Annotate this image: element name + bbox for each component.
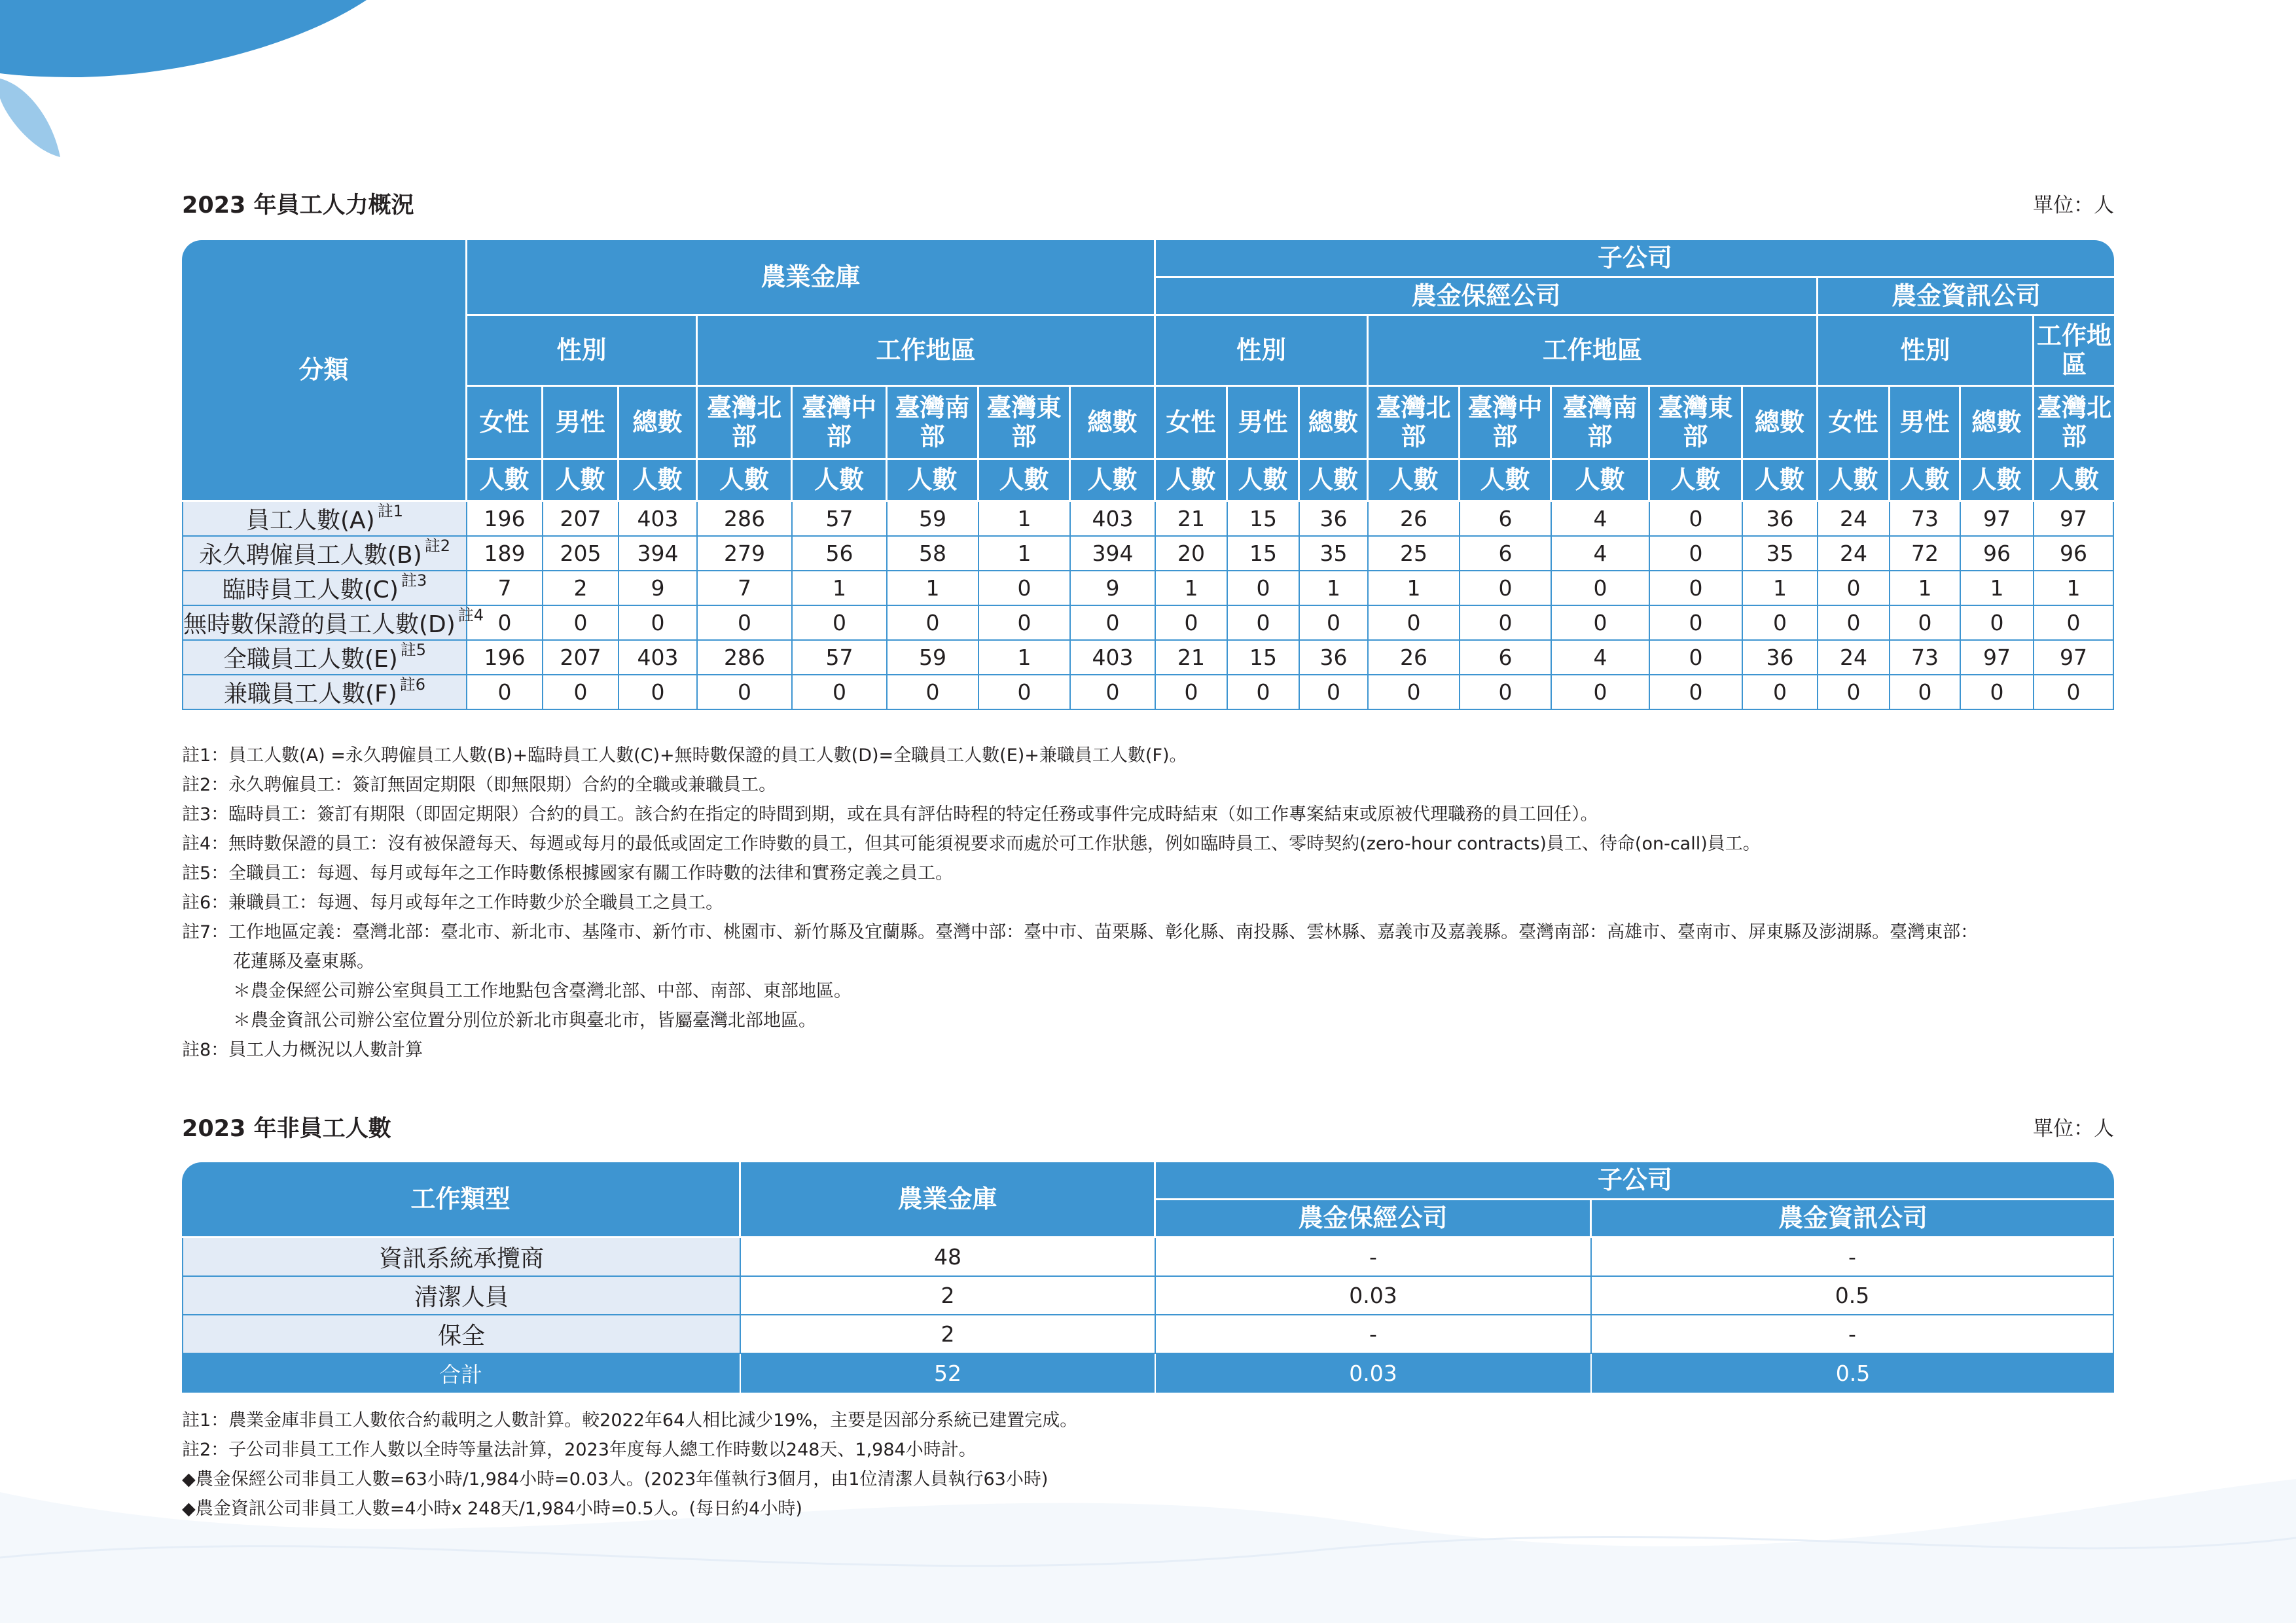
table-cell: 1 xyxy=(979,502,1071,537)
table-cell: 0 xyxy=(1300,606,1369,641)
table-cell: 0 xyxy=(1228,571,1300,606)
table-cell: 6 xyxy=(1460,502,1552,537)
table-cell: 0 xyxy=(1890,606,1961,641)
subsidiary-header-2: 子公司 xyxy=(1156,1162,2114,1200)
table-cell: 0 xyxy=(1650,641,1743,675)
table2-title: 2023 年非員工人數 xyxy=(182,1116,391,1142)
table1-title: 2023 年員工人力概況 xyxy=(182,192,414,219)
table-cell: 35 xyxy=(1743,537,1818,571)
category-header: 分類 xyxy=(182,240,467,502)
work-type-header: 工作類型 xyxy=(182,1162,741,1238)
footnote: ◆農金保經公司非員工人數=63小時/1,984小時=0.03人。(2023年僅執行3個月，由1位清潔人員執行63小時) xyxy=(182,1469,1049,1489)
table-cell: 0 xyxy=(1650,571,1743,606)
table-cell: 0 xyxy=(1650,537,1743,571)
people-unit-header: 人數 xyxy=(1743,460,1818,502)
subheader-south: 臺灣南部 xyxy=(888,387,979,460)
subheader-central: 臺灣中部 xyxy=(1460,387,1552,460)
table-cell: 15 xyxy=(1228,502,1300,537)
table-row xyxy=(182,1277,2114,1315)
table-row xyxy=(182,606,2114,641)
table-cell: 0 xyxy=(1743,675,1818,710)
table-cell: 0 xyxy=(543,606,619,641)
table-cell: 36 xyxy=(1300,502,1369,537)
table-cell: 0 xyxy=(467,606,543,641)
table-cell: 72 xyxy=(1890,537,1961,571)
table-cell: 403 xyxy=(1071,641,1156,675)
table-cell: 0 xyxy=(1552,571,1650,606)
row-label-text: 兼職員工人數(F) xyxy=(223,681,397,707)
table-cell: 20 xyxy=(1156,537,1228,571)
footnote-marker: 註4 xyxy=(457,606,484,624)
table-cell: 35 xyxy=(1300,537,1369,571)
people-unit-header: 人數 xyxy=(1228,460,1300,502)
people-unit-header: 人數 xyxy=(1460,460,1552,502)
table-cell: 25 xyxy=(1369,537,1460,571)
table2-notes xyxy=(182,1406,2119,1524)
people-unit-header: 人數 xyxy=(1071,460,1156,502)
table-row xyxy=(182,537,2114,571)
table-cell: 1 xyxy=(1300,571,1369,606)
table-cell: 1 xyxy=(1156,571,1228,606)
table-cell: 196 xyxy=(467,641,543,675)
table-cell: 9 xyxy=(1071,571,1156,606)
table-cell: 6 xyxy=(1460,537,1552,571)
bank-header: 農業金庫 xyxy=(467,240,1156,316)
table-cell: 0 xyxy=(1228,606,1300,641)
row-label xyxy=(182,537,467,571)
subheader-female: 女性 xyxy=(1818,387,1890,460)
people-unit-header: 人數 xyxy=(1552,460,1650,502)
table-cell: 0 xyxy=(1552,675,1650,710)
table-cell: 15 xyxy=(1228,537,1300,571)
table-cell: - xyxy=(1156,1315,1592,1354)
table-cell: 21 xyxy=(1156,502,1228,537)
subheader-central: 臺灣中部 xyxy=(793,387,888,460)
table-cell: 0 xyxy=(2034,675,2114,710)
subsidiary-header: 子公司 xyxy=(1156,240,2114,278)
people-unit-header: 人數 xyxy=(1369,460,1460,502)
footnote: 註6：兼職員工：每週、每月或每年之工作時數少於全職員工之員工。 xyxy=(182,893,724,913)
table-cell: 15 xyxy=(1228,641,1300,675)
table-cell: 207 xyxy=(543,502,619,537)
subheader-east: 臺灣東部 xyxy=(979,387,1071,460)
table-cell: 1 xyxy=(1743,571,1818,606)
table-cell: 36 xyxy=(1743,641,1818,675)
table-cell: 0 xyxy=(1071,606,1156,641)
table-cell: 0 xyxy=(2034,606,2114,641)
footnote: 註1：員工人數(A) =永久聘僱員工人數(B)+臨時員工人數(C)+無時數保證的員工人數(D)=全職員工人數(E)+兼職員工人數(F)。 xyxy=(182,745,1187,766)
subheader-female: 女性 xyxy=(467,387,543,460)
table-cell: 2 xyxy=(741,1277,1156,1315)
table-cell: 0.5 xyxy=(1592,1277,2114,1315)
table-cell: 1 xyxy=(2034,571,2114,606)
table-cell: 73 xyxy=(1890,641,1961,675)
table-cell: 403 xyxy=(619,502,698,537)
people-unit-header: 人數 xyxy=(979,460,1071,502)
row-label-text: 臨時員工人數(C) xyxy=(222,577,399,603)
total-cell: 0.03 xyxy=(1156,1354,1592,1393)
table-cell: 97 xyxy=(2034,641,2114,675)
it-region-header: 工作地區 xyxy=(2034,316,2114,387)
table-cell: 0 xyxy=(1369,675,1460,710)
total-row xyxy=(182,1354,2114,1393)
people-unit-header: 人數 xyxy=(698,460,793,502)
table-cell: 0 xyxy=(793,675,888,710)
row-label-text: 永久聘僱員工人數(B) xyxy=(198,542,422,569)
bank-header-2: 農業金庫 xyxy=(741,1162,1156,1238)
table-cell: 21 xyxy=(1156,641,1228,675)
table-cell: 26 xyxy=(1369,502,1460,537)
subheader-north: 臺灣北部 xyxy=(698,387,793,460)
table-cell: 48 xyxy=(741,1238,1156,1277)
table-cell: 0 xyxy=(467,675,543,710)
table-row xyxy=(182,571,2114,606)
table-cell: 36 xyxy=(1743,502,1818,537)
table-cell: 57 xyxy=(793,641,888,675)
table-cell: 0 xyxy=(543,675,619,710)
table-cell: 0 xyxy=(1460,571,1552,606)
table-cell: 0 xyxy=(1071,675,1156,710)
table-cell: 96 xyxy=(1961,537,2034,571)
table-cell: 0 xyxy=(1228,675,1300,710)
subheader-north: 臺灣北部 xyxy=(1369,387,1460,460)
people-unit-header: 人數 xyxy=(619,460,698,502)
table-cell: 0 xyxy=(1743,606,1818,641)
subheader-female: 女性 xyxy=(1156,387,1228,460)
table-cell: 24 xyxy=(1818,502,1890,537)
footnote-marker: 註6 xyxy=(399,675,426,694)
table-cell: 96 xyxy=(2034,537,2114,571)
table-cell: 0 xyxy=(698,606,793,641)
table-cell: 0 xyxy=(698,675,793,710)
footnote: 註1：農業金庫非員工人數依合約載明之人數計算。較2022年64人相比減少19%，主要是因部分系統已建置完成。 xyxy=(182,1410,1078,1431)
table-cell: 36 xyxy=(1300,641,1369,675)
table-cell: 97 xyxy=(1961,502,2034,537)
table-cell: 2 xyxy=(741,1315,1156,1354)
table-cell: 279 xyxy=(698,537,793,571)
table-cell: 1 xyxy=(1369,571,1460,606)
subheader-total: 總數 xyxy=(1300,387,1369,460)
people-unit-header: 人數 xyxy=(1300,460,1369,502)
row-label xyxy=(182,641,467,675)
insurance-company-header-2: 農金保經公司 xyxy=(1156,1200,1592,1238)
table-cell: 9 xyxy=(619,571,698,606)
footnote: ◆農金資訊公司非員工人數=4小時x 248天/1,984小時=0.5人。(每日約4小時) xyxy=(182,1499,802,1519)
footnote: ＊農金保經公司辦公室與員工工作地點包含臺灣北部、中部、南部、東部地區。 xyxy=(233,981,852,1001)
footnote-marker: 註2 xyxy=(424,537,451,555)
total-label: 合計 xyxy=(182,1354,741,1393)
people-unit-header: 人數 xyxy=(1156,460,1228,502)
table-cell: 189 xyxy=(467,537,543,571)
table-cell: 73 xyxy=(1890,502,1961,537)
people-unit-header: 人數 xyxy=(2034,460,2114,502)
people-unit-header: 人數 xyxy=(1890,460,1961,502)
table-cell: 0 xyxy=(1961,606,2034,641)
table-cell: 0 xyxy=(1156,675,1228,710)
row-label xyxy=(182,675,467,710)
it-gender-header: 性別 xyxy=(1818,316,2034,387)
table1-unit-label: 單位：人 xyxy=(2033,194,2114,217)
footnote: 註3：臨時員工：簽訂有期限（即固定期限）合約的員工。該合約在指定的時間到期，或在具有評估時程的特定任務或事件完成時結束（如工作專案結束或原被代理職務的員工回任）。 xyxy=(182,804,1598,825)
row-label: 保全 xyxy=(182,1315,741,1354)
table-cell: 2 xyxy=(543,571,619,606)
table-cell: 286 xyxy=(698,641,793,675)
table-cell: 0 xyxy=(979,675,1071,710)
table-cell: 1 xyxy=(888,571,979,606)
table-cell: 0 xyxy=(1818,571,1890,606)
table-cell: 196 xyxy=(467,502,543,537)
row-label: 清潔人員 xyxy=(182,1277,741,1315)
table-cell: 57 xyxy=(793,502,888,537)
footnote: 註5：全職員工：每週、每月或每年之工作時數係根據國家有關工作時數的法律和實務定義之員工。 xyxy=(182,863,954,883)
people-unit-header: 人數 xyxy=(793,460,888,502)
footnote: 花蓮縣及臺東縣。 xyxy=(233,952,374,972)
table-cell: 6 xyxy=(1460,641,1552,675)
corner-decoration xyxy=(0,0,458,170)
subheader-east: 臺灣東部 xyxy=(1650,387,1743,460)
table-row xyxy=(182,1315,2114,1354)
table-cell: 4 xyxy=(1552,537,1650,571)
table-cell: - xyxy=(1592,1238,2114,1277)
table-cell: 0 xyxy=(1300,675,1369,710)
table-row xyxy=(182,502,2114,537)
subheader-north: 臺灣北部 xyxy=(2034,387,2114,460)
people-unit-header: 人數 xyxy=(888,460,979,502)
footnote-marker: 註1 xyxy=(377,502,403,520)
row-label-text: 全職員工人數(E) xyxy=(223,646,398,673)
insurance-region-header: 工作地區 xyxy=(1369,316,1818,387)
row-label xyxy=(182,606,484,641)
people-unit-header: 人數 xyxy=(467,460,543,502)
table-cell: 7 xyxy=(467,571,543,606)
subheader-total: 總數 xyxy=(1961,387,2034,460)
it-company-header: 農金資訊公司 xyxy=(1818,278,2114,316)
footnote-marker: 註3 xyxy=(401,571,427,590)
table-cell: 0 xyxy=(793,606,888,641)
row-label-text: 員工人數(A) xyxy=(246,507,375,534)
bank-gender-header: 性別 xyxy=(467,316,698,387)
footnote-marker: 註5 xyxy=(400,641,427,659)
table-cell: - xyxy=(1592,1315,2114,1354)
table-row xyxy=(182,641,2114,675)
table-row xyxy=(182,675,2114,710)
footnote: 註4：無時數保證的員工：沒有被保證每天、每週或每月的最低或固定工作時數的員工，但其可能須視要求而處於可工作狀態，例如臨時員工、零時契約(zero-hour contracts)員工、待命(on-call)員工。 xyxy=(182,834,1761,854)
subheader-south: 臺灣南部 xyxy=(1552,387,1650,460)
table-cell: 0 xyxy=(1650,502,1743,537)
footnote: 註8：員工人力概況以人數計算 xyxy=(182,1040,423,1060)
subheader-total: 總數 xyxy=(1743,387,1818,460)
table-cell: 1 xyxy=(1890,571,1961,606)
table-cell: 24 xyxy=(1818,537,1890,571)
table-cell: 7 xyxy=(698,571,793,606)
row-label-text: 無時數保證的員工人數(D) xyxy=(183,611,456,638)
table-cell: 97 xyxy=(1961,641,2034,675)
row-label: 資訊系統承攬商 xyxy=(182,1238,741,1277)
row-label xyxy=(182,571,467,606)
table-cell: 0 xyxy=(1650,606,1743,641)
table-cell: 286 xyxy=(698,502,793,537)
table-cell: 0 xyxy=(888,606,979,641)
people-unit-header: 人數 xyxy=(1818,460,1890,502)
footnote: 註2：永久聘僱員工：簽訂無固定期限（即無限期）合約的全職或兼職員工。 xyxy=(182,775,777,795)
table-cell: 0 xyxy=(979,606,1071,641)
it-company-header-2: 農金資訊公司 xyxy=(1592,1200,2114,1238)
table2-unit-label: 單位：人 xyxy=(2033,1117,2114,1141)
non-employee-table xyxy=(182,1162,2114,1393)
subheader-male: 男性 xyxy=(543,387,619,460)
table-cell: 1 xyxy=(793,571,888,606)
table-cell: 403 xyxy=(619,641,698,675)
table-cell: 0 xyxy=(1460,606,1552,641)
table-cell: 0 xyxy=(1890,675,1961,710)
subheader-total: 總數 xyxy=(1071,387,1156,460)
table-cell: 0 xyxy=(979,571,1071,606)
table-cell: 26 xyxy=(1369,641,1460,675)
subheader-male: 男性 xyxy=(1890,387,1961,460)
bank-region-header: 工作地區 xyxy=(698,316,1156,387)
total-cell: 0.5 xyxy=(1592,1354,2114,1393)
table-cell: 4 xyxy=(1552,641,1650,675)
table-cell: 0 xyxy=(1369,606,1460,641)
table-cell: 56 xyxy=(793,537,888,571)
people-unit-header: 人數 xyxy=(1650,460,1743,502)
table-cell: 0 xyxy=(888,675,979,710)
table-cell: 0 xyxy=(1818,606,1890,641)
subheader-total: 總數 xyxy=(619,387,698,460)
table-cell: 207 xyxy=(543,641,619,675)
people-unit-header: 人數 xyxy=(1961,460,2034,502)
table-cell: 205 xyxy=(543,537,619,571)
table-cell: 0.03 xyxy=(1156,1277,1592,1315)
table1-notes xyxy=(182,741,2119,1065)
table-cell: 97 xyxy=(2034,502,2114,537)
insurance-gender-header: 性別 xyxy=(1156,316,1369,387)
table-cell: 59 xyxy=(888,502,979,537)
table-cell: - xyxy=(1156,1238,1592,1277)
table-cell: 58 xyxy=(888,537,979,571)
people-unit-header: 人數 xyxy=(543,460,619,502)
table-cell: 394 xyxy=(1071,537,1156,571)
insurance-company-header: 農金保經公司 xyxy=(1156,278,1818,316)
footnote: 註7：工作地區定義：臺灣北部：臺北市、新北市、基隆市、新竹市、桃園市、新竹縣及宜蘭縣。臺灣中部：臺中市、苗栗縣、彰化縣、南投縣、雲林縣、嘉義市及嘉義縣。臺灣南部：高雄市、臺南市、屏東縣及澎湖縣。臺灣東部： xyxy=(182,922,1979,942)
table-cell: 24 xyxy=(1818,641,1890,675)
table-cell: 0 xyxy=(1961,675,2034,710)
row-label xyxy=(182,502,467,537)
table-row xyxy=(182,1238,2114,1277)
table-cell: 0 xyxy=(1552,606,1650,641)
table-cell: 0 xyxy=(1818,675,1890,710)
subheader-male: 男性 xyxy=(1228,387,1300,460)
table-cell: 1 xyxy=(979,537,1071,571)
footnote: ＊農金資訊公司辦公室位置分別位於新北市與臺北市，皆屬臺灣北部地區。 xyxy=(233,1010,816,1031)
table-cell: 4 xyxy=(1552,502,1650,537)
table-cell: 394 xyxy=(619,537,698,571)
table-cell: 0 xyxy=(1650,675,1743,710)
table-cell: 403 xyxy=(1071,502,1156,537)
table-cell: 0 xyxy=(619,606,698,641)
footnote: 註2：子公司非員工工作人數以全時等量法計算，2023年度每人總工作時數以248天、1,984小時計。 xyxy=(182,1440,977,1460)
table-cell: 59 xyxy=(888,641,979,675)
total-cell: 52 xyxy=(741,1354,1156,1393)
table-cell: 0 xyxy=(1460,675,1552,710)
table-cell: 1 xyxy=(1961,571,2034,606)
table-cell: 1 xyxy=(979,641,1071,675)
table-cell: 0 xyxy=(1156,606,1228,641)
table-cell: 0 xyxy=(619,675,698,710)
employee-overview-table xyxy=(182,240,2114,710)
